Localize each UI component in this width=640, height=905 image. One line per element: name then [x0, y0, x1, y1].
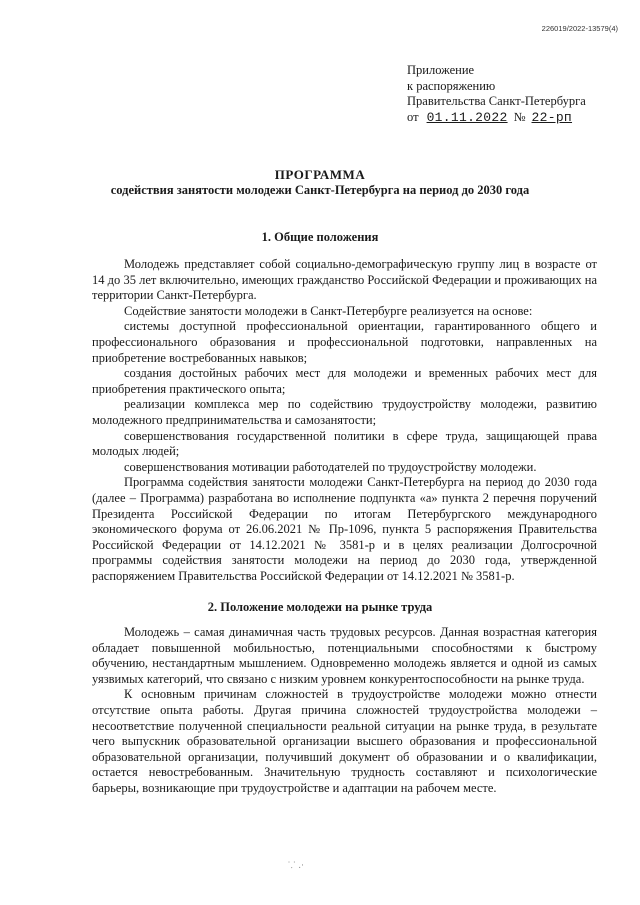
appendix-line-3: Правительства Санкт-Петербурга: [407, 94, 586, 108]
paragraph: создания достойных рабочих мест для молодежи и временных рабочих мест для приобретения практического опыта;: [92, 366, 597, 396]
paragraph: Содействие занятости молодежи в Санкт-Петербурге реализуется на основе:: [124, 303, 533, 318]
section-2-body: [92, 625, 597, 797]
section-1-body: [92, 257, 597, 584]
paragraph: Программа содействия занятости молодежи Санкт-Петербурга на период до 2030 года (далее – Программа) разработана во исполнение подпункта «а» пункта 2 перечня поручений Президента Российской Федерации по итогам Петербургского международного экономического форума от 26.06.2021 № Пр-1096, пункта 5 распоряжения Правительства Российской Федерации от 14.12.2021 № 3581-р и в целях реализации Долгосрочной программы содействия занятости молодежи на период до 2030 года, утвержденной распоряжением Правительства Российской Федерации от 14.12.2021 № 3581-р.: [92, 475, 597, 583]
paragraph: Молодежь – самая динамичная часть трудовых ресурсов. Данная возрастная категория обладает повышенной мобильностью, потенциальными способностями к быстрому обучению, нестандартным мышлением. Одновременно молодежь является и одной из самых уязвимых категорий, что связано с низким уровнем конкурентоспособности на рынке труда.: [92, 625, 597, 686]
registration-number: 226019/2022-13579(4): [541, 24, 618, 33]
appendix-block: [407, 63, 586, 125]
appendix-number: 22-рп: [531, 109, 573, 125]
appendix-date: 01.11.2022: [426, 109, 508, 125]
paragraph: реализации комплекса мер по содействию трудоустройству молодежи, развитию молодежного предпринимательства и самозанятости;: [92, 397, 597, 427]
section-1-heading: 1. Общие положения: [261, 230, 379, 244]
number-label: №: [513, 109, 526, 124]
program-title: ПРОГРАММА: [274, 167, 366, 182]
paragraph: совершенствования мотивации работодателей по трудоустройству молодежи.: [124, 459, 537, 474]
section-2-heading: 2. Положение молодежи на рынке труда: [207, 600, 433, 614]
paragraph: системы доступной профессиональной ориентации, гарантированного общего и профессионального образования и профессиональной подготовки, направленных на приобретение востребованных навыков;: [92, 319, 597, 365]
paragraph: совершенствования государственной политики в сфере труда, защищающей права молодых людей;: [92, 428, 597, 459]
appendix-line-1: Приложение: [407, 63, 475, 77]
scan-artifact: ⸪ .·: [288, 861, 304, 871]
program-subtitle: содействия занятости молодежи Санкт-Петербурга на период до 2030 года: [110, 183, 530, 197]
paragraph: Молодежь представляет собой социально-демографическую группу лиц в возрасте от 14 до 35 лет включительно, имеющих гражданство Российской Федерации и проживающих на территории Санкт-Петербурга.: [92, 257, 597, 303]
from-label: от: [407, 109, 419, 124]
appendix-date-line: [407, 110, 586, 126]
paragraph: К основным причинам сложностей в трудоустройстве молодежи можно отнести отсутствие опыта работы. Другая причина сложностей трудоустройства молодежи – несоответствие полученной специальности реальной ситуации на рынке труда, в результате чего выпускник образовательной организации высшего образования и профессиональной образовательной организации, получивший документ об образовании и о квалификации, остается невостребованным. Значительную трудность составляют и психологические барьеры, возникающие при трудоустройстве и адаптации на рабочем месте.: [92, 687, 597, 795]
appendix-line-2: к распоряжению: [407, 78, 496, 93]
